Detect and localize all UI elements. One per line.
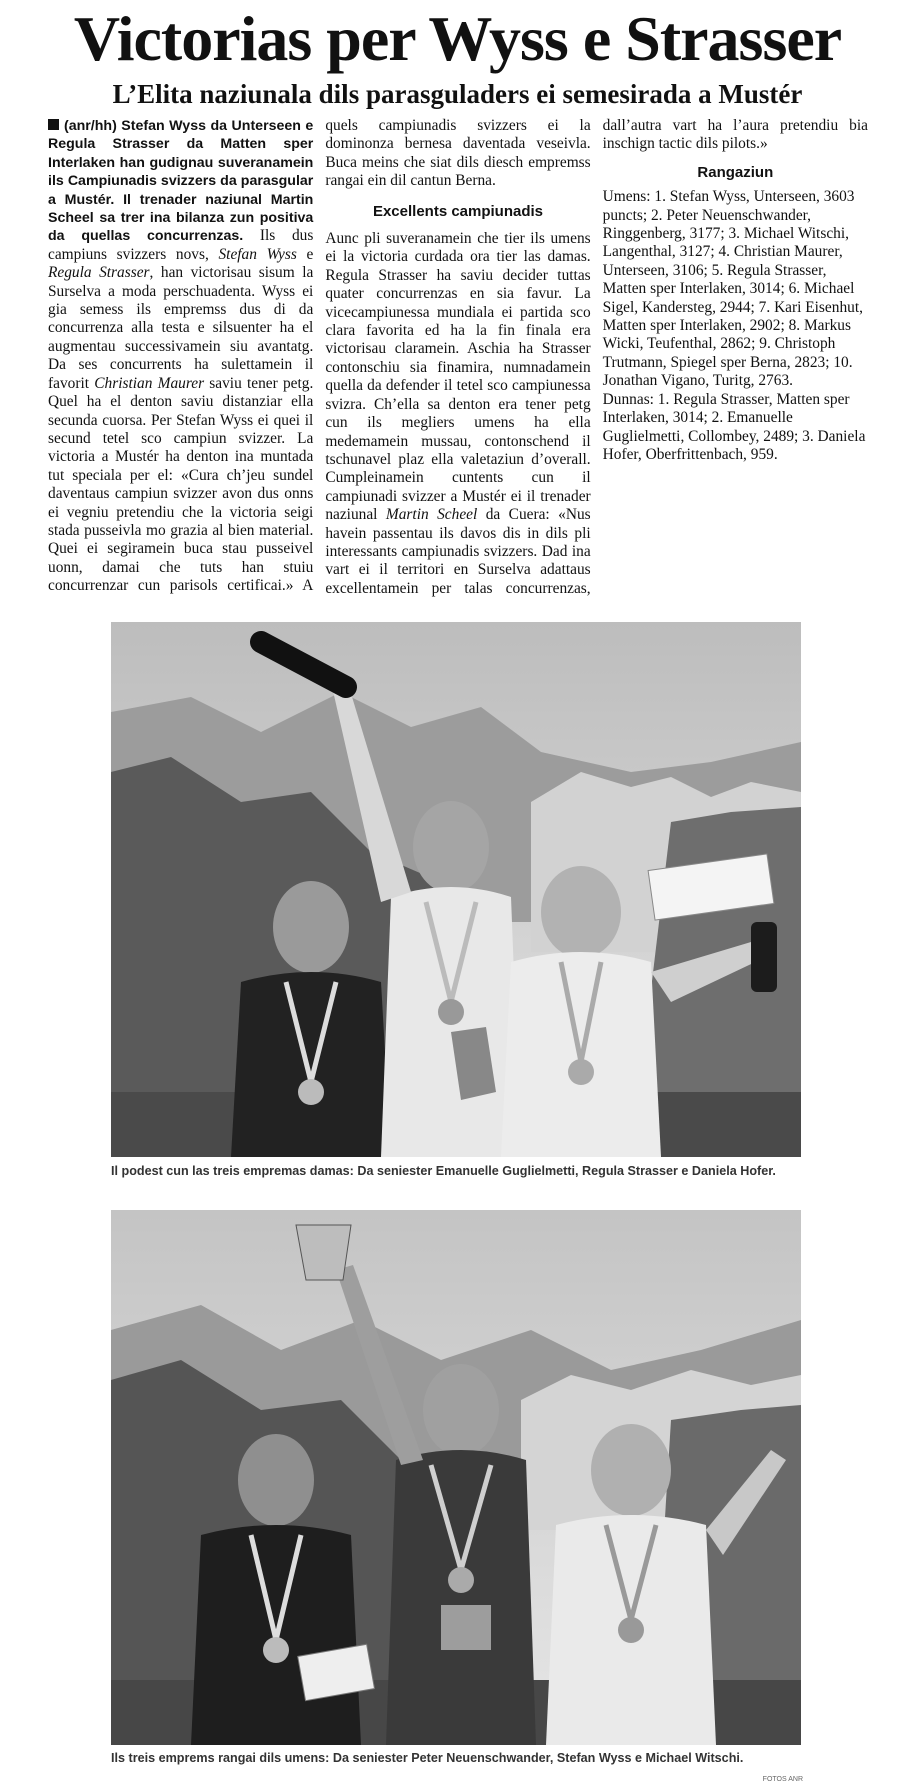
article-body bbox=[48, 117, 868, 599]
lead-text bbox=[48, 118, 313, 244]
photo-men-podium bbox=[111, 1210, 801, 1745]
person-name: Regula Strasser bbox=[48, 264, 150, 282]
body-text: da Cuera: «Nus havein passentau ils davos dis in dils pli interessants campiunadis svizzers. Dad ina vart ei il territori en Surselva adattaus excellentamein per talas concurrenzas, dall’autra vart ha l’aura pretendiu bia inschign tactic dils pilots.» bbox=[325, 117, 868, 597]
ranking-men: Umens: 1. Stefan Wyss, Unterseen, 3603 puncts; 2. Peter Neuenschwander, Ringgenberg, 3177; 3. Michael Witschi, Langenthal, 3127; 4. Christian Maurer, Unterseen, 3106; 5. Regula Strasser, Matten sper Interlaken, 3014; 6. Michael Sigel, Kandersteg, 2944; 7. Kari Eisenhut, Matten sper Interlaken, 2902; 8. Markus Wicki, Teufenthal, 2862; 9. Christoph Trutmann, Spiegel sper Berna, 2823; 10. Jonathan Vigano, Turitg, 2763. bbox=[602, 188, 863, 390]
photo-men-podium-image bbox=[111, 1210, 801, 1745]
body-text: e bbox=[296, 245, 314, 263]
person-name: Stefan Wyss bbox=[218, 245, 297, 263]
photo-women-podium-image bbox=[111, 622, 801, 1157]
person-name: Christian Maurer bbox=[94, 374, 205, 392]
ranking-title: Rangaziun bbox=[697, 163, 774, 181]
person-name: Martin Scheel bbox=[385, 506, 478, 524]
photo-women-podium bbox=[111, 622, 801, 1157]
crosshead: Excellents campiunadis bbox=[372, 202, 544, 220]
body-text: Aunc pli suveranamein che tier ils umens ei la victoria curdada ora tier las damas. Regula Strasser ha saviu decider tuttas quater concurrenzas en sia favur. La vicecampiunessa mundiala ei partida sco clara favorita ed ha la fin finala era victorisau claramein. Aschia ha Strasser contonschiu sia finamira, numnadamein quella da defender il tetel sco campiunessa svizra. Ch’ella sa denton era tener petg cun ils megliers umens ha ella medemamein mussau, contonschend il tschunavel plaz ella valetaziun d’overall. Cumpleinamein cuntents cun il campiunadi svizzer a Mustér ei il trenader naziunal bbox=[325, 230, 591, 524]
body-text: Ils dus campiuns svizzers novs, bbox=[48, 227, 314, 263]
photo-credit: FOTOS ANR bbox=[762, 1776, 803, 1783]
body-text: saviu tener petg. Quel ha el denton saviu distanziar ella secunda cuorsa. Per Stefan Wyss ei quei il secund tetel sco campiun svizzer. La victoria a Mustér ha denton ina muntada tut speciala per el: «Cura ch’jeu sundel daventaus campiun svizzer avon dus onns ei vegniu pretendiu che la victoria seigi stada pusseivla mo grazia al bien material. Quei ei segiramein buca stau pusseivel uonn, damai che tuts han stuiu concurrenzar cun parisols certificai.» A quels campiunadis svizzers ei la dominonza bernesa daventada veseivla. Buca meins che siat dils diesch empremss rangai ein dil cantun Berna. bbox=[48, 117, 591, 595]
ranking-women: Dunnas: 1. Regula Strasser, Matten sper Interlaken, 3014; 2. Emanuelle Guglielmetti, Collombey, 2489; 3. Daniela Hofer, Oberfrittenbach, 959. bbox=[602, 390, 866, 463]
photo-caption-men: Ils treis emprems rangai dils umens: Da seniester Peter Neuenschwander, Stefan Wyss e Michael Witschi. bbox=[111, 1751, 744, 1765]
subheadline: L’Elita naziunala dils parasguladers ei semesirada a Mustér bbox=[112, 79, 803, 109]
photo-caption-women: Il podest cun las treis empremas damas: Da seniester Emanuelle Guglielmetti, Regula Strasser e Daniela Hofer. bbox=[111, 1164, 776, 1178]
square-bullet-icon bbox=[48, 119, 59, 130]
body-text: , han victorisau sisum la Surselva a moda perschuadenta. Wyss ei gia semess ils empremss dus di da concurrenza alla testa e silsuenter ha el augmentau successivamein siu avantatg. Da ses concurrents ha sulettamein il favorit bbox=[48, 264, 314, 392]
lead-sentence: (anr/hh) Stefan Wyss da Unterseen e Regula Strasser da Matten sper Interlaken han gudignau suveranamein ils Campiunadis svizzers da parasgular a Mustér. Il trenader naziunal Martin Scheel sa trer ina bilanza zun positiva da quellas concurrenzas. bbox=[48, 118, 314, 245]
headline: Victorias per Wyss e Strasser bbox=[73, 3, 842, 74]
